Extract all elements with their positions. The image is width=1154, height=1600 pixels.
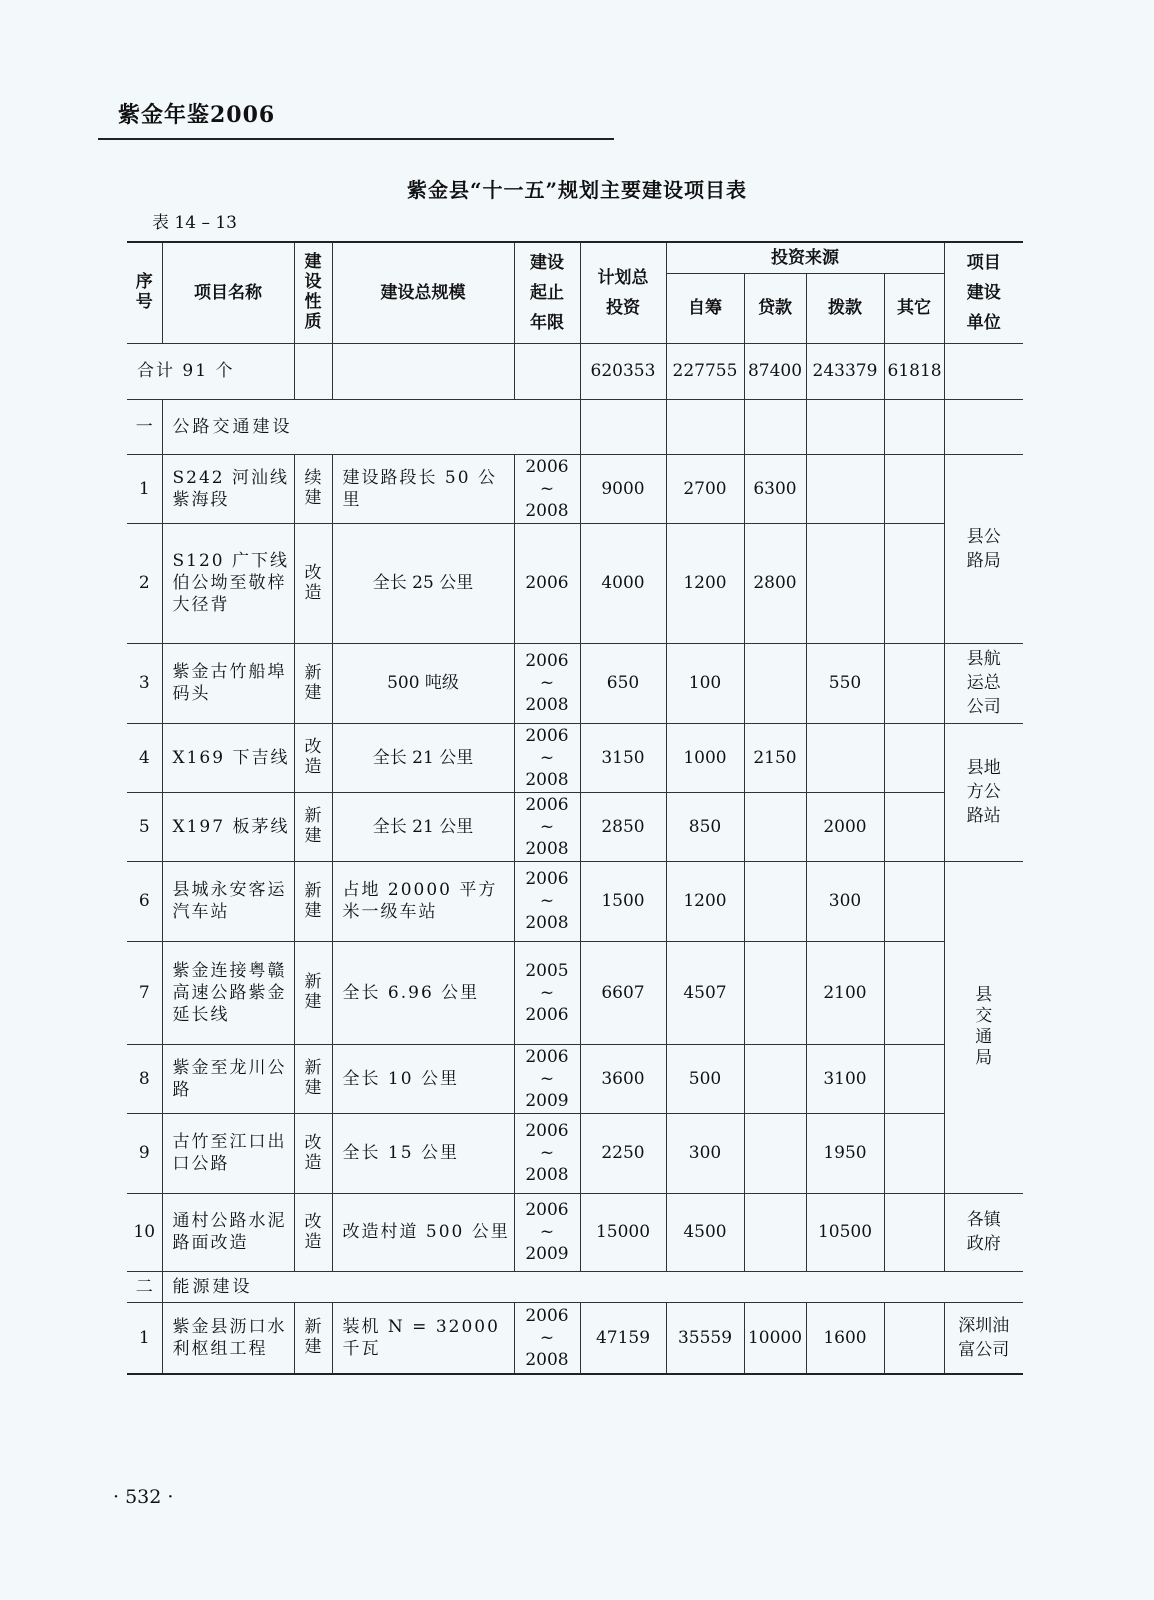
row-seq: 3 (127, 643, 162, 723)
row-loan (744, 792, 806, 861)
row-total: 1500 (580, 861, 666, 941)
row-period: 2005 ~ 2006 (514, 941, 580, 1044)
header-sources: 投资来源 (666, 242, 944, 273)
header-period: 建设起止年限 (514, 242, 580, 343)
row-nature: 改造 (294, 523, 332, 643)
row-unit: 县地方公路站 (944, 723, 1023, 861)
row-loan: 2800 (744, 523, 806, 643)
total-loan: 87400 (744, 343, 806, 399)
row-grant: 300 (806, 861, 884, 941)
row-grant (806, 454, 884, 523)
section-title: 能源建设 (162, 1271, 1023, 1302)
row-total: 2850 (580, 792, 666, 861)
row-loan: 10000 (744, 1302, 806, 1374)
row-self: 850 (666, 792, 744, 861)
row-total: 4000 (580, 523, 666, 643)
header-unit: 项目建设单位 (944, 242, 1023, 343)
header-total: 计划总投资 (580, 242, 666, 343)
section-no: 一 (127, 399, 162, 454)
row-scale: 全长 21 公里 (332, 723, 514, 792)
row-scale: 全长 15 公里 (332, 1113, 514, 1193)
row-total: 650 (580, 643, 666, 723)
header-nature: 建设性质 (294, 242, 332, 343)
total-total: 620353 (580, 343, 666, 399)
row-seq: 5 (127, 792, 162, 861)
row-other (884, 1113, 944, 1193)
table-row (127, 1302, 1023, 1374)
row-total: 9000 (580, 454, 666, 523)
row-grant (806, 523, 884, 643)
row-nature: 改造 (294, 723, 332, 792)
row-self: 100 (666, 643, 744, 723)
row-scale: 装机 N = 32000 千瓦 (332, 1302, 514, 1374)
total-other: 61818 (884, 343, 944, 399)
row-loan (744, 941, 806, 1044)
row-grant: 2100 (806, 941, 884, 1044)
table-row (127, 792, 1023, 861)
row-total: 3150 (580, 723, 666, 792)
row-grant: 1950 (806, 1113, 884, 1193)
row-unit: 深圳油富公司 (944, 1302, 1023, 1374)
section-row (127, 1271, 1023, 1302)
row-nature: 新建 (294, 792, 332, 861)
row-period: 2006 (514, 523, 580, 643)
row-period: 2006 ~ 2009 (514, 1044, 580, 1113)
row-period: 2006 ~ 2008 (514, 1113, 580, 1193)
row-other (884, 723, 944, 792)
total-row (127, 343, 1023, 399)
row-loan (744, 1193, 806, 1271)
row-name: 古竹至江口出口公路 (162, 1113, 294, 1193)
header-loan: 贷款 (744, 273, 806, 343)
row-total: 3600 (580, 1044, 666, 1113)
row-name: X197 板茅线 (162, 792, 294, 861)
header-row-1 (127, 242, 1023, 273)
header-name: 项目名称 (162, 242, 294, 343)
row-period: 2006 ~ 2008 (514, 643, 580, 723)
table-label: 表 14 – 13 (152, 213, 237, 233)
row-nature: 新建 (294, 1044, 332, 1113)
row-seq: 6 (127, 861, 162, 941)
row-scale: 全长 25 公里 (332, 523, 514, 643)
row-scale: 全长 10 公里 (332, 1044, 514, 1113)
row-other (884, 523, 944, 643)
table-row (127, 941, 1023, 1044)
row-loan (744, 1044, 806, 1113)
row-name: 紫金县沥口水利枢组工程 (162, 1302, 294, 1374)
row-unit: 县交通局 (944, 861, 1023, 1193)
section-no: 二 (127, 1271, 162, 1302)
row-seq: 10 (127, 1193, 162, 1271)
row-other (884, 792, 944, 861)
row-self: 1200 (666, 523, 744, 643)
row-seq: 7 (127, 941, 162, 1044)
total-grant: 243379 (806, 343, 884, 399)
table-row (127, 861, 1023, 941)
row-grant: 1600 (806, 1302, 884, 1374)
row-total: 15000 (580, 1193, 666, 1271)
row-seq: 4 (127, 723, 162, 792)
table-title: 紫金县“十一五”规划主要建设项目表 (406, 178, 747, 202)
section-row (127, 399, 1023, 454)
row-name: S242 河汕线紫海段 (162, 454, 294, 523)
row-self: 35559 (666, 1302, 744, 1374)
table-row (127, 523, 1023, 643)
running-head: 紫金年鉴2006 (118, 102, 276, 128)
row-period: 2006 ~ 2008 (514, 861, 580, 941)
row-nature: 改造 (294, 1113, 332, 1193)
table-row (127, 1113, 1023, 1193)
row-scale: 占地 20000 平方米一级车站 (332, 861, 514, 941)
row-grant: 3100 (806, 1044, 884, 1113)
row-loan (744, 643, 806, 723)
row-loan (744, 861, 806, 941)
row-self: 4500 (666, 1193, 744, 1271)
row-seq: 2 (127, 523, 162, 643)
row-seq: 1 (127, 1302, 162, 1374)
row-name: 紫金至龙川公路 (162, 1044, 294, 1113)
header-scale: 建设总规模 (332, 242, 514, 343)
row-name: 县城永安客运汽车站 (162, 861, 294, 941)
header-other: 其它 (884, 273, 944, 343)
row-nature: 改造 (294, 1193, 332, 1271)
row-unit: 县航运总公司 (944, 643, 1023, 723)
row-other (884, 1044, 944, 1113)
row-nature: 新建 (294, 1302, 332, 1374)
table-row (127, 454, 1023, 523)
table-row (127, 1193, 1023, 1271)
table-row (127, 723, 1023, 792)
total-label: 合计 91 个 (127, 343, 294, 399)
row-seq: 1 (127, 454, 162, 523)
row-unit: 各镇政府 (944, 1193, 1023, 1271)
row-other (884, 861, 944, 941)
row-nature: 新建 (294, 643, 332, 723)
row-seq: 9 (127, 1113, 162, 1193)
row-nature: 续建 (294, 454, 332, 523)
row-other (884, 643, 944, 723)
row-unit: 县公路局 (944, 454, 1023, 643)
section-title: 公路交通建设 (162, 399, 580, 454)
row-other (884, 1302, 944, 1374)
header-grant: 拨款 (806, 273, 884, 343)
row-total: 6607 (580, 941, 666, 1044)
row-other (884, 1193, 944, 1271)
row-self: 2700 (666, 454, 744, 523)
row-scale: 全长 6.96 公里 (332, 941, 514, 1044)
table-row (127, 1044, 1023, 1113)
row-grant: 10500 (806, 1193, 884, 1271)
header-self: 自筹 (666, 273, 744, 343)
row-name: 通村公路水泥路面改造 (162, 1193, 294, 1271)
row-other (884, 941, 944, 1044)
row-grant: 2000 (806, 792, 884, 861)
row-self: 4507 (666, 941, 744, 1044)
row-name: S120 广下线伯公坳至敬梓大径背 (162, 523, 294, 643)
row-name: 紫金古竹船埠码头 (162, 643, 294, 723)
row-period: 2006 ~ 2008 (514, 792, 580, 861)
row-self: 500 (666, 1044, 744, 1113)
row-scale: 全长 21 公里 (332, 792, 514, 861)
row-scale: 改造村道 500 公里 (332, 1193, 514, 1271)
row-loan (744, 1113, 806, 1193)
row-name: 紫金连接粤赣高速公路紫金延长线 (162, 941, 294, 1044)
row-scale: 建设路段长 50 公里 (332, 454, 514, 523)
row-self: 1200 (666, 861, 744, 941)
row-nature: 新建 (294, 861, 332, 941)
row-scale: 500 吨级 (332, 643, 514, 723)
row-self: 300 (666, 1113, 744, 1193)
projects-table (127, 241, 1023, 1375)
row-period: 2006 ~ 2008 (514, 454, 580, 523)
row-period: 2006 ~ 2009 (514, 1193, 580, 1271)
row-loan: 2150 (744, 723, 806, 792)
total-self: 227755 (666, 343, 744, 399)
row-total: 47159 (580, 1302, 666, 1374)
row-name: X169 下吉线 (162, 723, 294, 792)
page-number: · 532 · (113, 1486, 174, 1508)
table-row (127, 643, 1023, 723)
row-grant (806, 723, 884, 792)
row-period: 2006 ~ 2008 (514, 1302, 580, 1374)
row-seq: 8 (127, 1044, 162, 1113)
header-rule (98, 138, 614, 140)
header-seq: 序号 (127, 242, 162, 343)
row-self: 1000 (666, 723, 744, 792)
row-total: 2250 (580, 1113, 666, 1193)
row-period: 2006 ~ 2008 (514, 723, 580, 792)
row-grant: 550 (806, 643, 884, 723)
row-loan: 6300 (744, 454, 806, 523)
row-other (884, 454, 944, 523)
row-nature: 新建 (294, 941, 332, 1044)
